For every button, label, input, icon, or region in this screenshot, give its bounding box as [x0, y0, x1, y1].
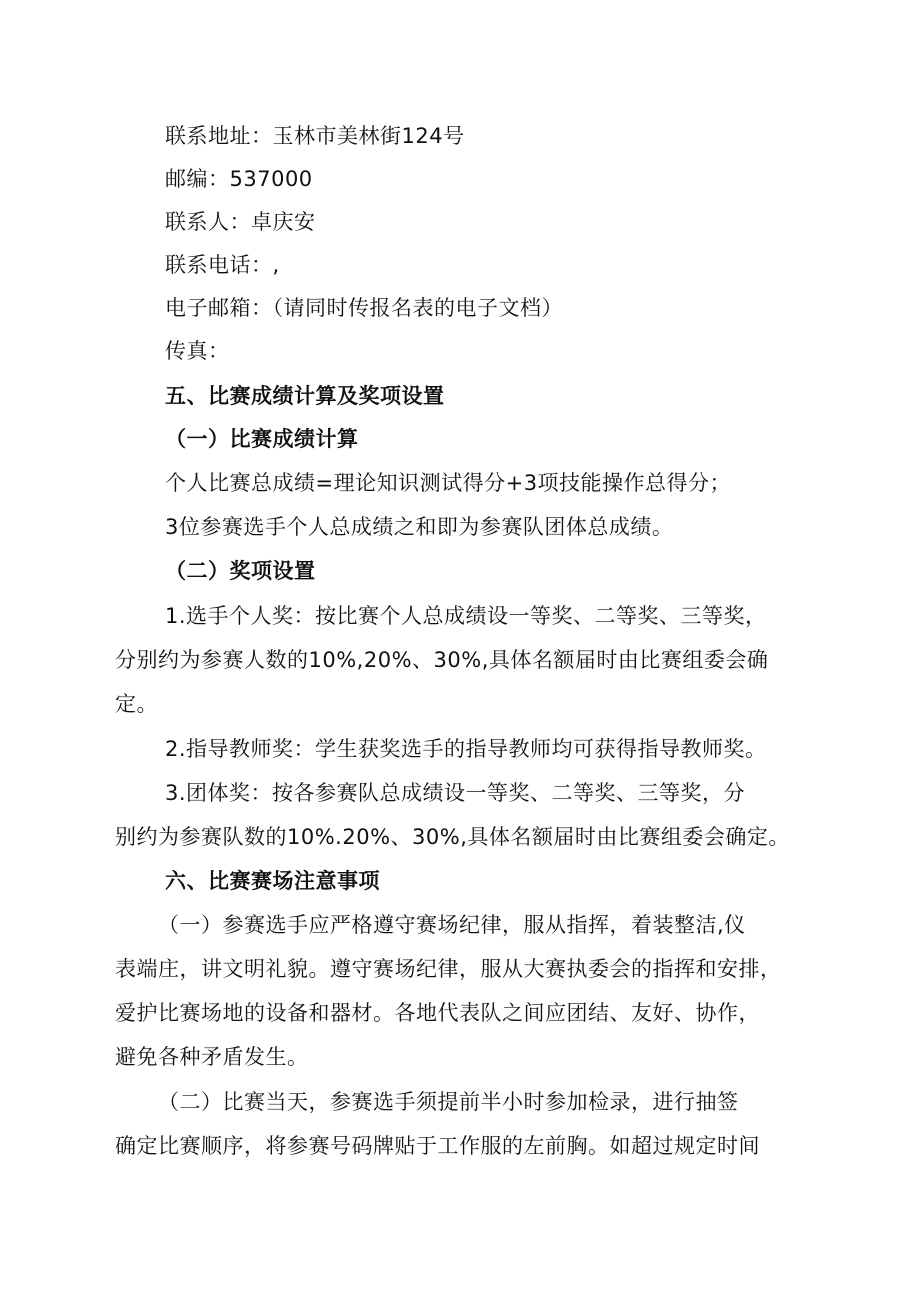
contact-postcode: 邮编：537000 — [165, 167, 313, 191]
award-item2: 2.指导教师奖：学生获奖选手的指导教师均可获得指导教师奖。 — [165, 737, 767, 761]
section5-heading: 五、比赛成绩计算及奖项设置 — [165, 384, 445, 408]
rules-para1-line4: 避免各种矛盾发生。 — [115, 1045, 309, 1069]
award-item1-line2: 分别约为参赛人数的10%,20%、30%,具体名额届时由比赛组委会确 — [115, 648, 769, 672]
section5-sub2-heading: （二）奖项设置 — [165, 559, 316, 583]
rules-para1-line3: 爱护比赛场地的设备和器材。各地代表队之间应团结、友好、协作， — [115, 1001, 760, 1025]
section5-sub1-heading: （一）比赛成绩计算 — [165, 427, 359, 451]
section6-heading: 六、比赛赛场注意事项 — [165, 869, 380, 893]
contact-address: 联系地址：玉林市美林街124号 — [165, 124, 465, 148]
contact-fax: 传真： — [165, 339, 230, 363]
contact-email: 电子邮箱：（请同时传报名表的电子文档） — [165, 296, 563, 320]
award-item1-line3: 定。 — [115, 692, 158, 716]
award-item3-line1: 3.团体奖：按各参赛队总成绩设一等奖、二等奖、三等奖，分 — [165, 781, 746, 805]
award-item3-line2: 别约为参赛队数的10%.20%、30%,具体名额届时由比赛组委会确定。 — [115, 825, 790, 849]
rules-para2-line2: 确定比赛顺序，将参赛号码牌贴于工作服的左前胸。如超过规定时间 — [115, 1134, 760, 1158]
rules-para1-line1: （一）参赛选手应严格遵守赛场纪律，服从指挥，着装整洁,仪 — [158, 913, 746, 937]
score-line-2: 3位参赛选手个人总成绩之和即为参赛队团体总成绩。 — [165, 515, 674, 539]
rules-para1-line2: 表端庄，讲文明礼貌。遵守赛场纪律，服从大赛执委会的指挥和安排， — [115, 957, 782, 981]
contact-person: 联系人：卓庆安 — [165, 210, 316, 234]
score-line-1: 个人比赛总成绩=理论知识测试得分+3项技能操作总得分； — [165, 471, 732, 495]
rules-para2-line1: （二）比赛当天，参赛选手须提前半小时参加检录，进行抽签 — [158, 1090, 739, 1114]
contact-phone: 联系电话：, — [165, 253, 280, 277]
award-item1-line1: 1.选手个人奖：按比赛个人总成绩设一等奖、二等奖、三等奖， — [165, 604, 767, 628]
